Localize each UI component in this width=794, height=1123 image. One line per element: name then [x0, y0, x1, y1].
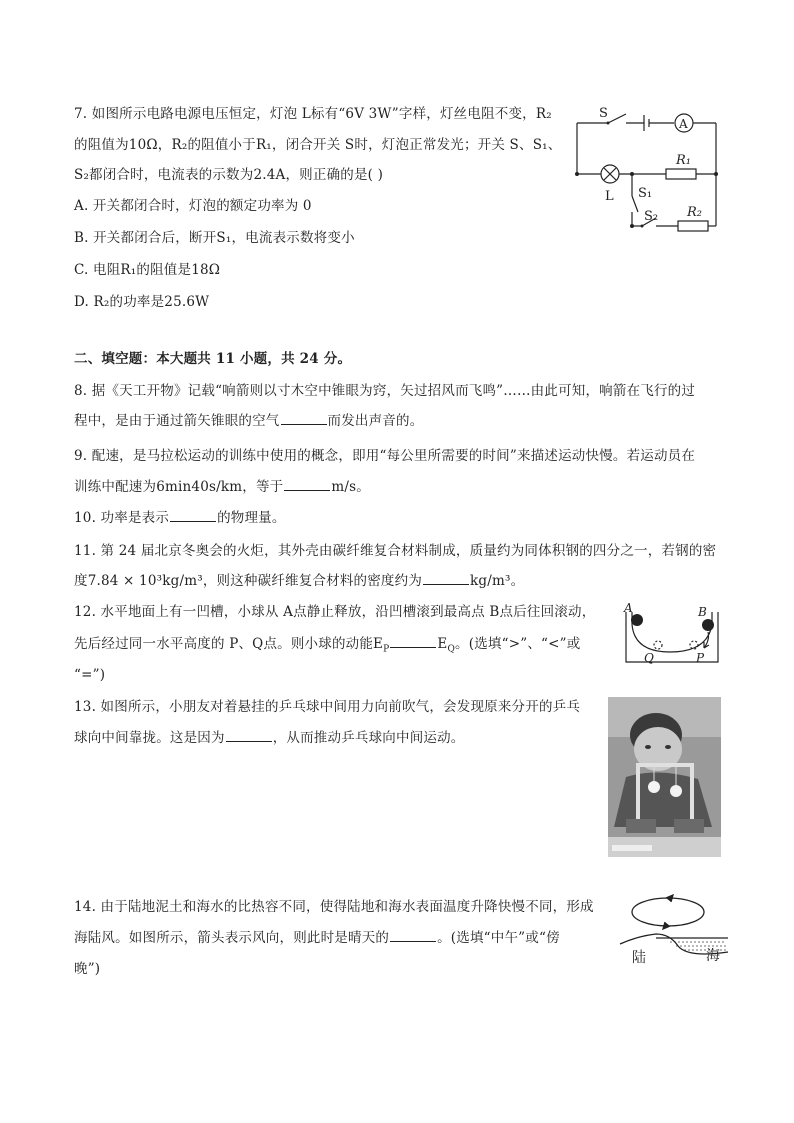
q7-option-c: C. 电阻R₁的阻值是18Ω [74, 262, 221, 278]
q10-text-a: 10. 功率是表示 [74, 510, 170, 526]
breeze-label-land: 陆 [632, 950, 646, 966]
child-blowing-photo [608, 697, 721, 857]
circuit-label-ammeter: A [679, 117, 688, 131]
q13-line-1: 13. 如图所示，小朋友对着悬挂的乒乓球中间用力向前吹气，会发现原来分开的乒乓 [74, 699, 581, 715]
q11-text-b: kg/m³。 [470, 573, 525, 589]
q8-text-a: 程中，是由于通过箭矢锥眼的空气 [74, 413, 280, 429]
q13-text-b: ，从而推动乒乓球向中间运动。 [272, 730, 465, 746]
q11-answer-blank[interactable] [423, 571, 469, 585]
q13-line-2 [74, 728, 465, 748]
q9-line-1: 9. 配速，是马拉松运动的训练中使用的概念，即用“每公里所需要的时间”来描述运动快慢。若运动员在 [74, 448, 696, 464]
circuit-diagram [568, 100, 728, 240]
q9-text-a: 训练中配速为6min40s/km，等于 [74, 479, 284, 495]
q12-text-a: 先后经过同一水平高度的 P、Q点。则小球的动能E [74, 636, 384, 652]
q12-sub-q: Q [447, 644, 456, 655]
sea-land-breeze-diagram [618, 890, 750, 970]
q10-text-b: 的物理量。 [217, 510, 286, 526]
circuit-label-l: L [605, 189, 614, 204]
q12-answer-blank[interactable] [390, 634, 436, 648]
circuit-label-s1: S₁ [638, 186, 653, 201]
q12-line-1: 12. 水平地面上有一凹槽，小球从 A点静止释放，沿凹槽滚到最高点 B点后往回滚动， [74, 604, 596, 620]
q7-option-d: D. R₂的功率是25.6W [74, 294, 210, 310]
q14-answer-blank[interactable] [390, 928, 436, 942]
q14-line-3: 晚”) [74, 961, 101, 977]
q13-text-a: 球向中间靠拢。这是因为 [74, 730, 225, 746]
breeze-label-sea: 海 [706, 948, 720, 964]
q7-line-3: S₂都闭合时，电流表的示数为2.4A，则正确的是( ) [74, 167, 384, 183]
q10-answer-blank[interactable] [170, 508, 216, 522]
q12-line-2 [74, 634, 580, 660]
q9-text-b: m/s。 [331, 479, 370, 495]
groove-label-q: Q [644, 651, 654, 665]
q11-text-a: 度7.84 × 10³kg/m³，则这种碳纤维复合材料的密度约为 [74, 573, 423, 589]
q11-line-1: 11. 第 24 届北京冬奥会的火炬，其外壳由碳纤维复合材料制成，质量约为同体积钢的四分之一，若钢的密 [74, 543, 717, 559]
q14-text-b: 。(选填“中午”或“傍 [437, 930, 560, 946]
q9-line-2 [74, 477, 370, 497]
q7-option-b: B. 开关都闭合后，断开S₁，电流表示数将变小 [74, 230, 355, 246]
circuit-label-s2: S₂ [644, 209, 659, 224]
q11-line-2 [74, 571, 524, 591]
q8-line-2 [74, 411, 423, 431]
q14-line-2 [74, 928, 560, 948]
circuit-label-r2: R₂ [687, 205, 702, 220]
q9-answer-blank[interactable] [284, 477, 330, 491]
groove-label-p: P [696, 651, 705, 665]
q12-line-3: “=”) [74, 667, 106, 683]
circuit-label-r1: R₁ [676, 153, 691, 168]
q12-sub-p: P [383, 644, 390, 655]
q7-option-a: A. 开关都闭合时，灯泡的额定功率为 0 [74, 198, 312, 214]
q14-line-1: 14. 由于陆地泥土和海水的比热容不同，使得陆地和海水表面温度升降快慢不同，形成 [74, 899, 594, 915]
q12-text-b: E [437, 636, 448, 652]
q13-answer-blank[interactable] [226, 728, 272, 742]
q14-text-a: 海陆风。如图所示，箭头表示风向，则此时是晴天的 [74, 930, 390, 946]
groove-label-b: B [698, 605, 707, 619]
q8-text-b: 而发出声音的。 [327, 413, 424, 429]
q12-text-c: 。(选填“>”、“<”或 [455, 636, 581, 652]
groove-diagram [618, 602, 724, 666]
groove-label-a: A [624, 602, 633, 615]
section-2-heading: 二、填空题：本大题共 11 小题，共 24 分。 [74, 351, 352, 367]
q7-line-1: 7. 如图所示电路电源电压恒定，灯泡 L标有“6V 3W”字样，灯丝电阻不变，R₂ [74, 106, 552, 122]
q8-line-1: 8. 据《天工开物》记载“响箭则以寸木空中锥眼为窍，矢过招风而飞鸣”……由此可知，响箭在飞行的过 [74, 383, 696, 399]
q7-line-2: 的阻值为10Ω，R₂的阻值小于R₁，闭合开关 S时，灯泡正常发光；开关 S、S₁、 [74, 137, 562, 153]
q8-answer-blank[interactable] [281, 411, 327, 425]
circuit-label-s: S [599, 106, 608, 121]
q10-line [74, 508, 286, 528]
